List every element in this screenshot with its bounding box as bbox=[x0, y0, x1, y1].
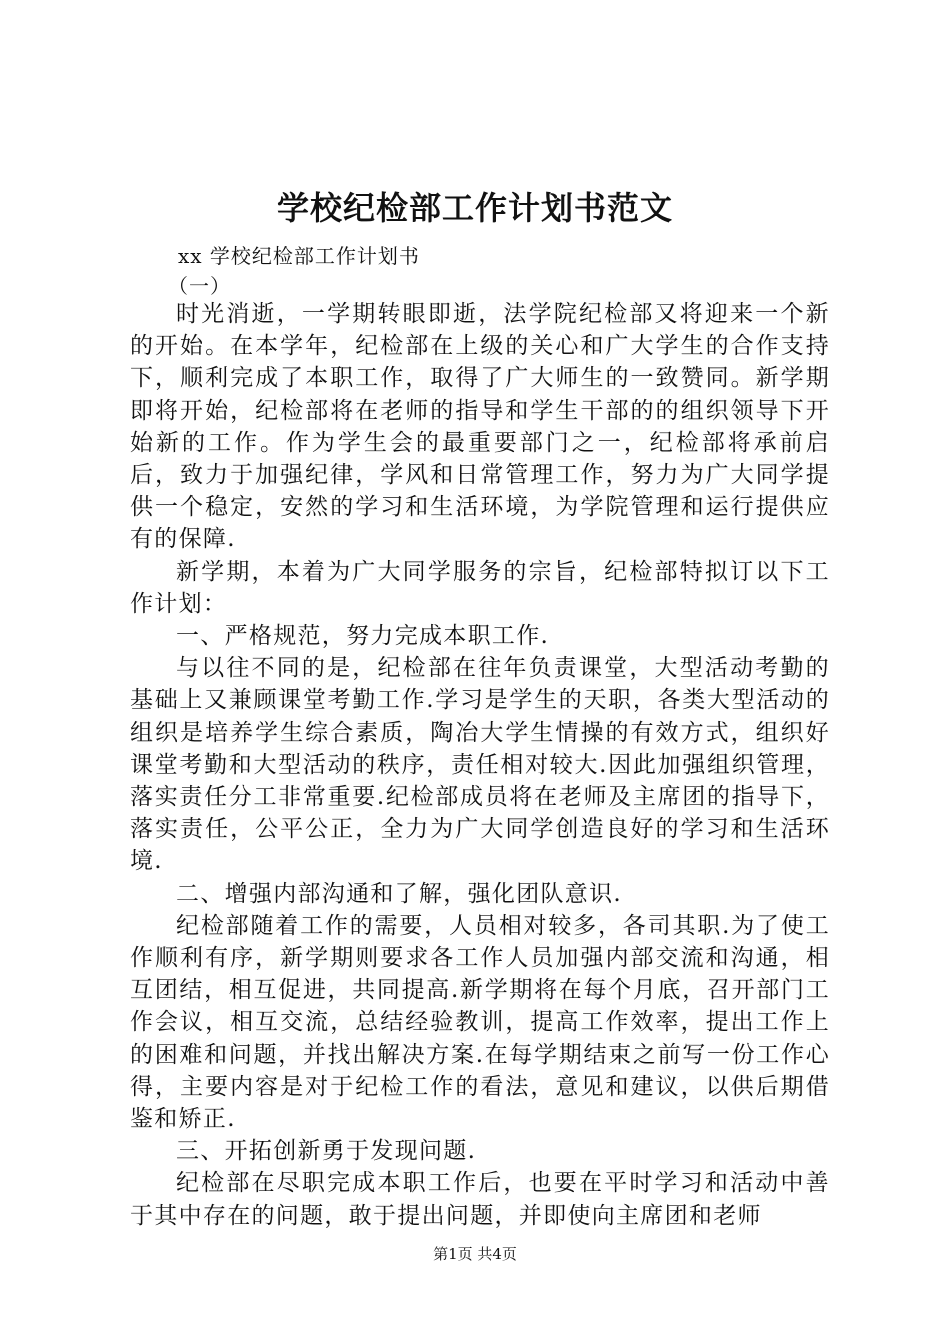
paragraph: 与以往不同的是，纪检部在往年负责课堂，大型活动考勤的基础上又兼顾课堂考勤工作.学习是学生的天职，各类大型活动的组织是培养学生综合素质，陶冶大学生情操的有效方式，组织好课堂考勤和大型活动的秩序，责任相对较大.因此加强组织管理，落实责任分工非常重要.纪检部成员将在老师及主席团的指导下，落实责任，公平公正，全力为广大同学创造良好的学习和生活环境. bbox=[130, 655, 830, 875]
document-subtitle: xx 学校纪检部工作计划书 bbox=[178, 244, 420, 268]
paragraph: 新学期，本着为广大同学服务的宗旨，纪检部特拟订以下工作计划： bbox=[130, 558, 830, 617]
paragraph: 时光消逝，一学期转眼即逝，法学院纪检部又将迎来一个新的开始。在本学年，纪检部在上级的关心和广大学生的合作支持下，顺利完成了本职工作，取得了广大师生的一致赞同。新学期即将开始，纪检部将在老师的指导和学生干部的的组织领导下开始新的工作。作为学生会的最重要部门之一，纪检部将承前启后，致力于加强纪律，学风和日常管理工作，努力为广大同学提供一个稳定，安然的学习和生活环境，为学院管理和运行提供应有的保障. bbox=[130, 301, 830, 553]
section-heading: 二、增强内部沟通和了解，强化团队意识. bbox=[176, 880, 623, 907]
paragraph: 纪检部在尽职完成本职工作后，也要在平时学习和活动中善于其中存在的问题，敢于提出问题，并即使向主席团和老师 bbox=[130, 1170, 830, 1229]
document-body bbox=[130, 298, 830, 1232]
section-marker: （一） bbox=[168, 274, 231, 298]
paragraph: 纪检部随着工作的需要，人员相对较多，各司其职.为了使工作顺利有序，新学期则要求各工作人员加强内部交流和沟通，相互团结，相互促进，共同提高.新学期将在每个月底，召开部门工作会议，相互交流，总结经验教训，提高工作效率，提出工作上的困难和问题，并找出解决方案.在每学期结束之前写一份工作心得，主要内容是对于纪检工作的看法，意见和建议，以供后期借鉴和矫正. bbox=[130, 912, 830, 1133]
section-heading: 三、开拓创新勇于发现问题. bbox=[176, 1138, 477, 1165]
section-heading: 一、严格规范，努力完成本职工作. bbox=[176, 623, 550, 650]
page-footer: 第1页 共4页 bbox=[433, 1245, 517, 1263]
document-title: 学校纪检部工作计划书范文 bbox=[276, 189, 673, 227]
